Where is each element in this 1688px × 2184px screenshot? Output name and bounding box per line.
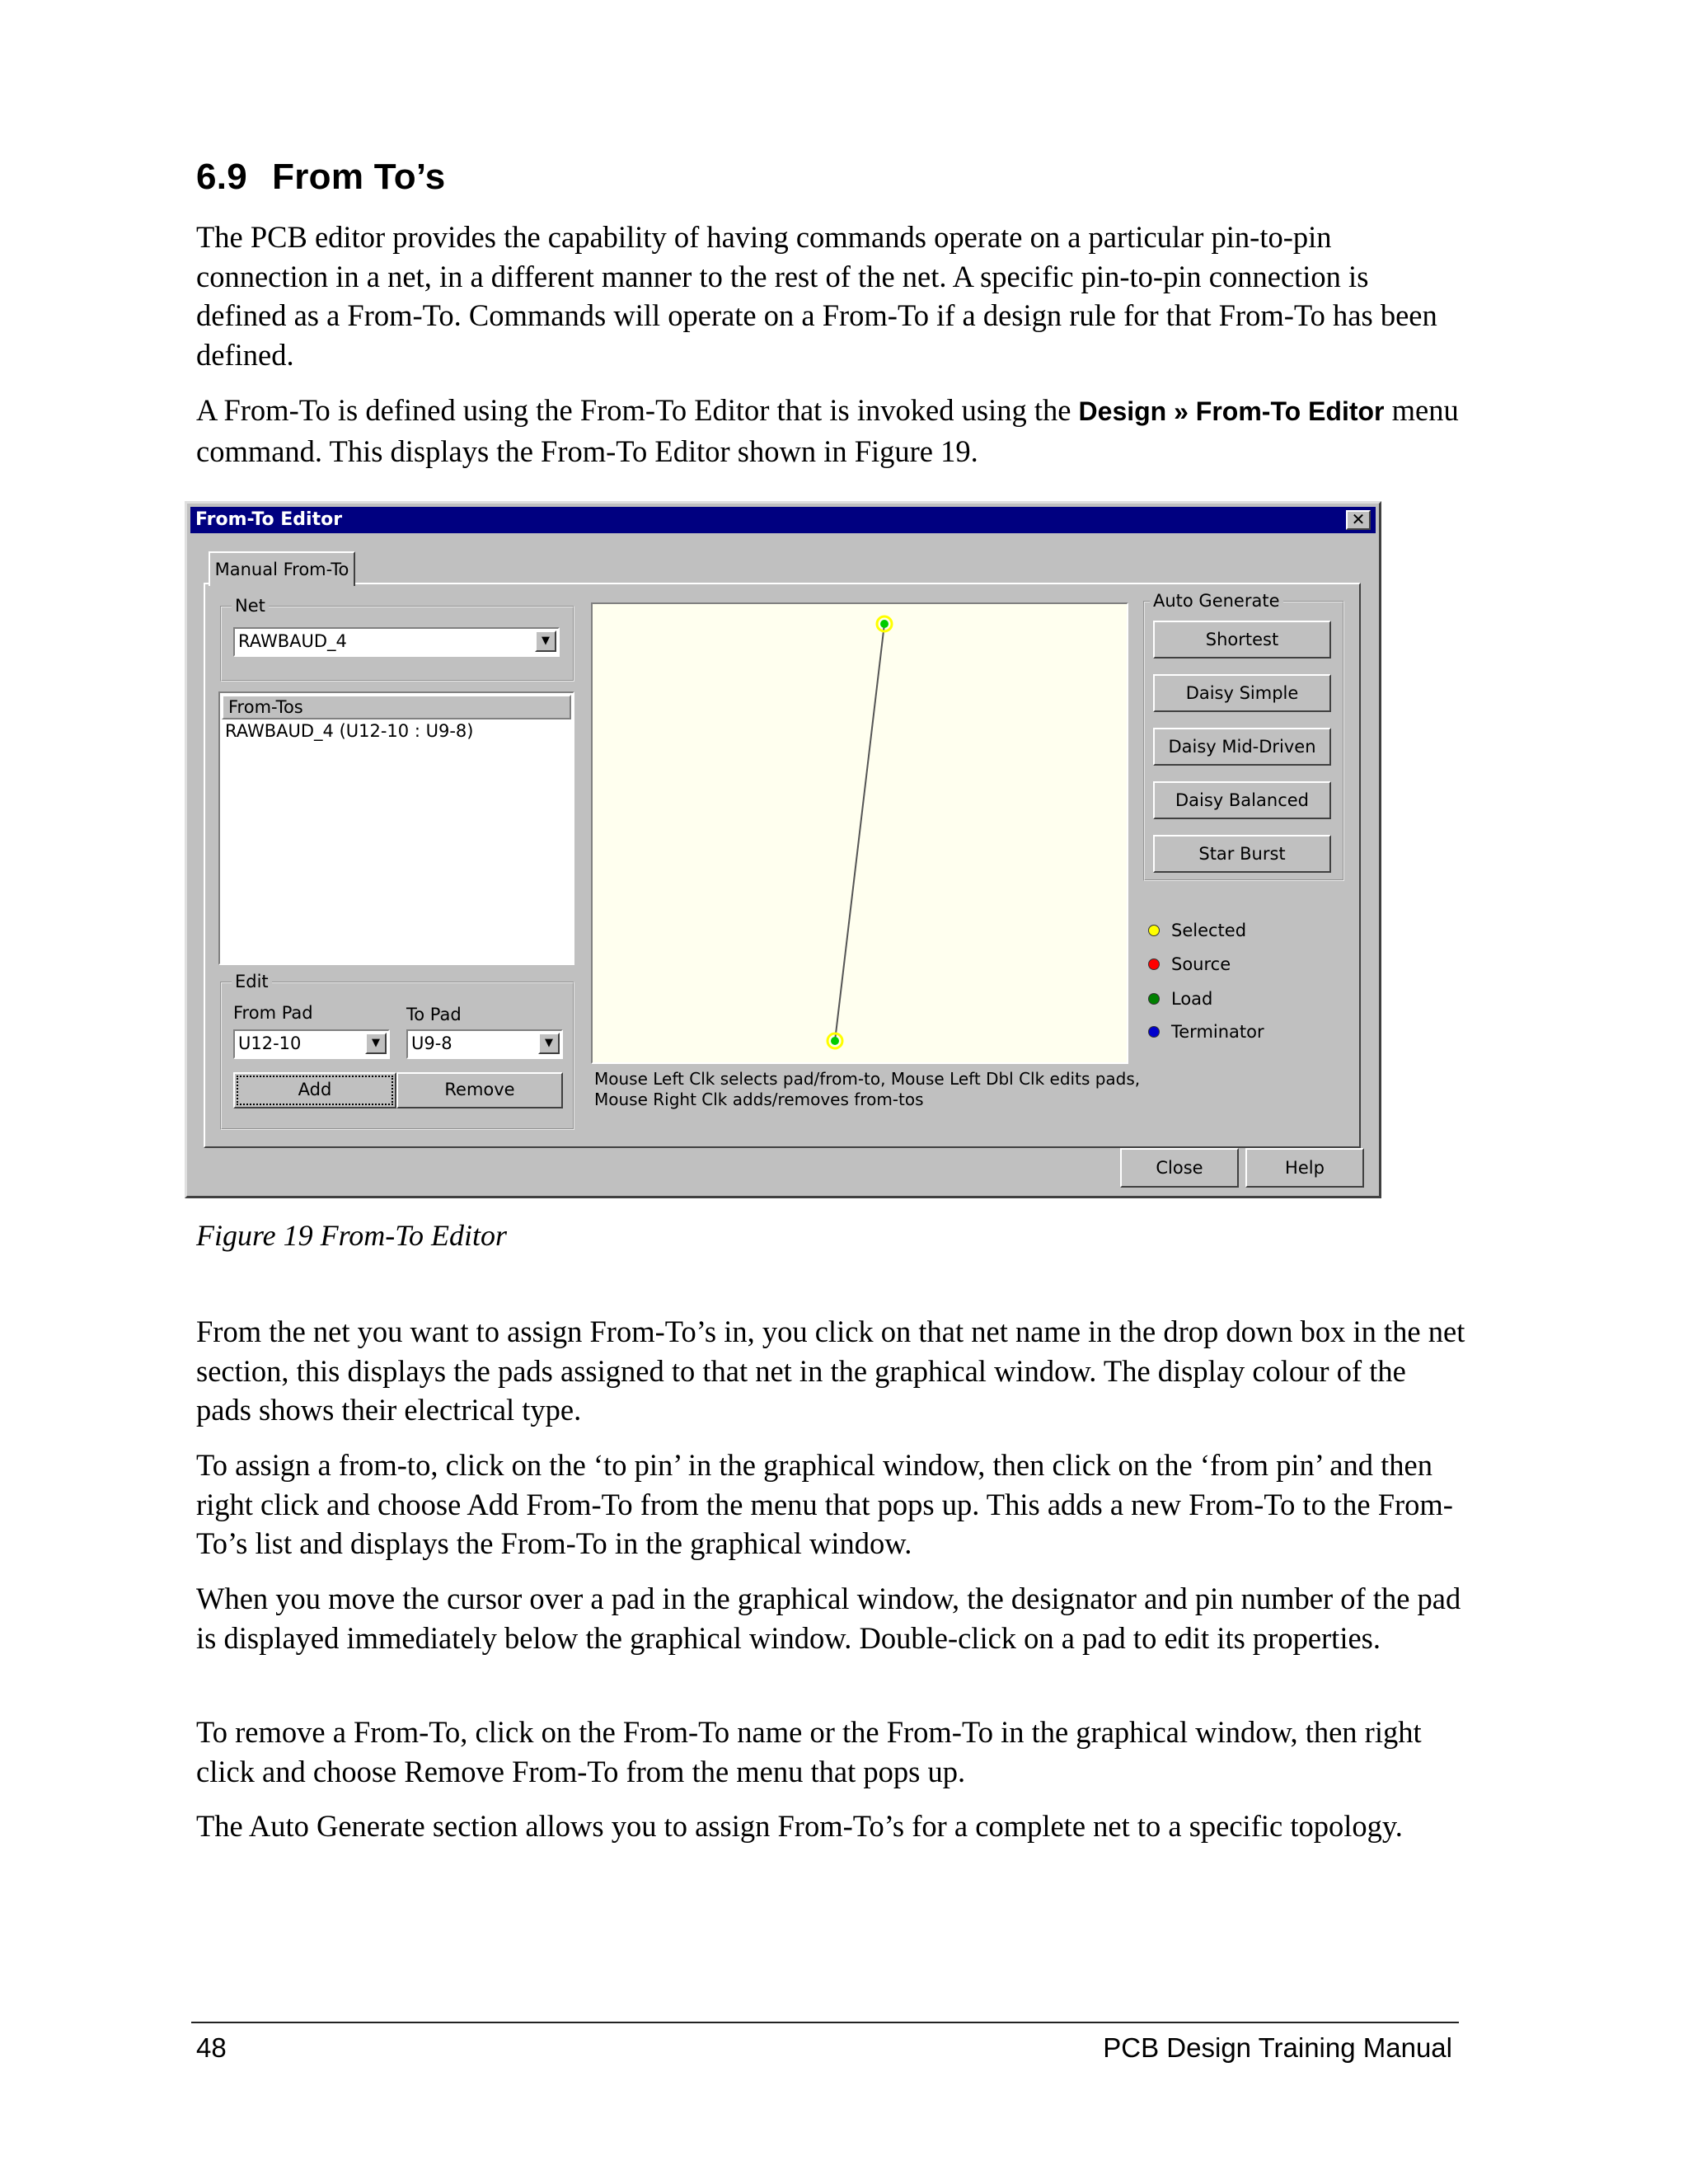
from-pad-value: U12-10 (238, 1033, 302, 1053)
from-tos-list-header: From-Tos (222, 695, 571, 719)
footer-divider (191, 2022, 1459, 2023)
figure-caption: Figure 19 From-To Editor (196, 1219, 508, 1252)
edit-group (220, 972, 574, 1130)
chevron-down-icon[interactable]: ▼ (535, 630, 556, 652)
body-paragraph-3: When you move the cursor over a pad in the graphical window, the designator and pin number of the pad is displayed immediately below the graphical window. Double-click on a pad to edit its properties. (196, 1582, 1461, 1655)
remove-button[interactable]: Remove (396, 1072, 563, 1108)
from-tos-list[interactable] (218, 691, 574, 965)
dialog-title: From-To Editor (195, 509, 343, 530)
from-to-editor-dialog (185, 501, 1381, 1198)
chevron-down-icon[interactable]: ▼ (365, 1033, 387, 1054)
chevron-down-icon[interactable]: ▼ (538, 1033, 560, 1054)
body-paragraph-4: To remove a From-To, click on the From-To name or the From-To in the graphical window, then right click and choose Remove From-To from the menu that pops up. (196, 1715, 1422, 1788)
shortest-button[interactable]: Shortest (1153, 621, 1331, 658)
yellow-dot-icon (1148, 925, 1160, 936)
to-pad-value: U9-8 (411, 1033, 452, 1053)
from-to-graph (593, 604, 1127, 1062)
menu-command: Design » From-To Editor (1078, 396, 1385, 426)
net-select[interactable] (233, 627, 560, 657)
daisy-mid-driven-button[interactable]: Daisy Mid-Driven (1153, 728, 1331, 766)
legend-label: Load (1171, 989, 1213, 1009)
section-number: 6.9 (196, 157, 248, 197)
red-dot-icon (1148, 958, 1160, 970)
manual-title: PCB Design Training Manual (1103, 2032, 1452, 2063)
daisy-simple-button[interactable]: Daisy Simple (1153, 674, 1331, 712)
add-button[interactable]: Add (233, 1072, 396, 1108)
dialog-titlebar (190, 507, 1376, 533)
list-item[interactable]: RAWBAUD_4 (U12-10 : U9-8) (225, 721, 474, 741)
status-line-1: Mouse Left Clk selects pad/from-to, Mouse Left Dbl Clk edits pads, (594, 1069, 1141, 1089)
legend-label: Source (1171, 954, 1231, 974)
legend-label: Selected (1171, 921, 1247, 940)
graphical-window[interactable] (591, 602, 1128, 1064)
net-group (220, 596, 574, 682)
section-heading (196, 157, 446, 198)
from-pad-select[interactable] (233, 1029, 390, 1059)
to-pad-select[interactable] (406, 1029, 563, 1059)
legend-label: Terminator (1171, 1022, 1264, 1042)
net-select-value: RAWBAUD_4 (238, 631, 347, 651)
auto-generate-group (1143, 591, 1344, 881)
pad-u12-10[interactable] (880, 620, 889, 628)
pad-u9-8[interactable] (831, 1037, 839, 1045)
status-line-2: Mouse Right Clk adds/removes from-tos (594, 1090, 924, 1109)
green-dot-icon (1148, 993, 1160, 1005)
body-paragraph-2: To assign a from-to, click on the ‘to pin’ in the graphical window, then click on the ‘from pin’ and then right click and choose Add From-To from the menu that pops up. This adds a new From-To to the From-To’s list and displays the From-To in the graphical window. (196, 1448, 1453, 1560)
from-to-connection[interactable] (835, 624, 884, 1041)
net-group-label: Net (232, 596, 269, 616)
section-title: From To’s (272, 157, 446, 197)
daisy-balanced-button[interactable]: Daisy Balanced (1153, 781, 1331, 819)
edit-group-label: Edit (232, 972, 272, 991)
body-paragraph-5: The Auto Generate section allows you to assign From-To’s for a complete net to a specific topology. (196, 1809, 1403, 1843)
blue-dot-icon (1148, 1026, 1160, 1038)
to-pad-label: To Pad (406, 1005, 462, 1024)
intro-paragraph-2: A From-To is defined using the From-To Editor that is invoked using the Design » From-To Editor menu command. This displays the From-To Editor shown in Figure 19. (196, 393, 1459, 468)
body-paragraph-1: From the net you want to assign From-To’s in, you click on that net name in the drop down box in the net section, this displays the pads assigned to that net in the graphical window. The display colour of the pads shows their electrical type. (196, 1315, 1465, 1427)
auto-generate-label: Auto Generate (1150, 591, 1283, 611)
star-burst-button[interactable]: Star Burst (1153, 835, 1331, 873)
page-number: 48 (196, 2032, 227, 2063)
tab-manual-from-to[interactable]: Manual From-To (209, 551, 355, 586)
from-pad-label: From Pad (233, 1003, 313, 1023)
close-button[interactable]: Close (1120, 1148, 1239, 1188)
help-button[interactable]: Help (1245, 1148, 1364, 1188)
close-icon[interactable]: ✕ (1346, 510, 1371, 530)
intro-paragraph-1: The PCB editor provides the capability of having commands operate on a particular pin-to-pin connection in a net, in a different manner to the rest of the net. A specific pin-to-pin connection is defined as a From-To. Commands will operate on a From-To if a design rule for that From-To has been defined. (196, 220, 1437, 372)
